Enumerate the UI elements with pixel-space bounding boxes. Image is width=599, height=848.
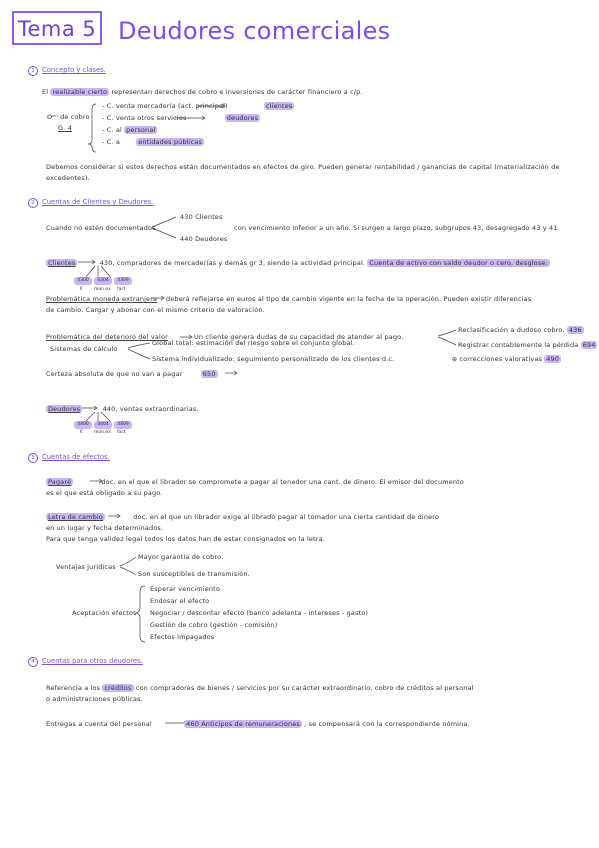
deterioro-label: Problemática del deterioro del valor: [46, 333, 168, 341]
highlight: clientes: [265, 102, 293, 110]
clientes-line: [46, 259, 550, 267]
account-pill: 4309: [114, 277, 132, 285]
text: doc. en el que un librador exige al librado pagar al tomador una cierta cantidad de dinero: [133, 513, 440, 521]
highlight: Deudores: [48, 405, 81, 413]
account-pill: 4404: [94, 421, 112, 429]
text: - C. venta otros servicios: [102, 114, 187, 122]
text: 430, compradores de mercaderías y demás gr 3, siendo la actividad principal.: [99, 259, 366, 267]
highlight: 460 Anticipos de remuneraciones: [186, 720, 300, 728]
moneda-text-2: de cambio. Cargar y abonar con el mismo criterio de valoración.: [46, 306, 265, 314]
aceptacion-item: Endosar el efecto: [150, 597, 210, 605]
letra-line-2: en un lugar y fecha determinados.: [46, 524, 164, 532]
aceptacion-item: Negociar / descontar efecto (banco adelanta - intereses - gasto): [150, 609, 369, 617]
letra-line: [46, 513, 439, 521]
text: - C. venta mercadería (act. principal): [102, 102, 228, 110]
tema-badge: [12, 11, 102, 45]
text: - C. al: [102, 126, 122, 134]
sistema-individual: Sistema individualizado: seguimiento personalizado de los clientes d.c.: [152, 355, 395, 363]
account-pill: 4409: [114, 421, 132, 429]
section-1-heading: [28, 66, 106, 76]
highlight: 694: [582, 341, 596, 349]
highlight: entidades públicas: [138, 138, 202, 146]
highlight: 436: [568, 326, 582, 334]
origin-label: Oᵉⁿ de cobro: [47, 113, 90, 121]
section-2-heading: [28, 198, 153, 208]
highlight: 490: [546, 355, 560, 363]
branch-deudores: 440 Deudores: [180, 235, 228, 243]
text: Referencia a los: [46, 684, 101, 692]
pill-sub: €: [80, 430, 83, 435]
aceptacion-item: Efectos impagados: [150, 633, 215, 641]
section-number: 4: [28, 657, 38, 667]
section-title: Cuentas de Clientes y Deudores.: [42, 198, 154, 206]
s1-paragraph-2: excedentes).: [46, 174, 90, 182]
ventaja-item: Son susceptibles de transmisión.: [138, 570, 250, 578]
aceptacion-label: Aceptación efectos: [72, 609, 137, 617]
text: Entregas a cuenta del personal: [46, 720, 152, 728]
text: doc. en el que el librador se compromete a pagar al tenedor una cant. de dinero. El emisor del documento: [101, 478, 464, 486]
deudores-line: [46, 405, 199, 413]
origin-group: G. 4: [58, 124, 72, 132]
list-item: [102, 126, 157, 134]
aceptacion-item: Esperar vencimiento: [150, 585, 220, 593]
s1-line-1: [42, 88, 363, 96]
pill-sub: fact: [117, 287, 126, 292]
highlight: Cuenta de activo con saldo deudor o cero, desglose:: [369, 259, 548, 267]
pill-sub: fact: [117, 430, 126, 435]
account-pill: 4304: [94, 277, 112, 285]
text: - C. a: [102, 138, 120, 146]
section-title: Cuentas para otros deudores.: [42, 657, 143, 665]
moneda-text: deberá reflejarse en euros al tipo de cambio vigente en la fecha de la operación. Pueden existir diferencias: [166, 295, 532, 303]
section-title: Cuentas de efectos.: [42, 453, 110, 461]
s1-paragraph-1: Debemos considerar si estos derechos están documentados en efectos de giro. Pueden generar rentabilidad / ganancias de capital (materialización de: [46, 163, 560, 171]
list-item: [102, 114, 260, 122]
deterioro-right-1: [458, 326, 584, 334]
s2-intro: Cuando no estén documentados: [46, 224, 156, 232]
list-item: [102, 138, 204, 146]
deterioro-text: Un cliente genera dudas de su capacidad de atender al pago.: [194, 333, 404, 341]
text: correcciones valorativas: [459, 355, 542, 363]
text: Registrar contablemente la pérdida: [458, 341, 579, 349]
highlight: Clientes: [48, 259, 76, 267]
s4-paragraph-1: [46, 684, 474, 692]
deterioro-right-2: [458, 341, 597, 349]
section-title: Concepto y clases.: [42, 66, 106, 74]
account-pill: 4300: [74, 277, 92, 285]
highlight: Letra de cambio: [48, 513, 104, 521]
pill-sub: mon.ex: [94, 287, 111, 292]
highlight: personal: [126, 126, 156, 134]
pill-sub: mon.ex: [94, 430, 111, 435]
text: con compradores de bienes / servicios por su carácter extraordinario, cobro de créditos al personal: [135, 684, 474, 692]
page-title: Deudores comerciales: [118, 17, 391, 45]
highlight: Pagaré: [48, 478, 72, 486]
branch-clientes: 430 Clientes: [180, 213, 223, 221]
highlight: créditos: [104, 684, 132, 692]
aceptacion-item: Gestión de cobro (gestión - comisión): [150, 621, 278, 629]
certeza-line: [46, 370, 218, 378]
section-3-heading: [28, 453, 110, 463]
letra-line-3: Para que tenga validez legal todos los datos han de estar consignados en la letra.: [46, 535, 325, 543]
section-number: 2: [28, 198, 38, 208]
highlight: 650: [202, 370, 216, 378]
list-item: [102, 102, 294, 110]
s2-intro-right: con vencimiento inferior a un año. Si surgen a largo plazo, subgrupos 43, desagregado 43 y 41.: [234, 224, 560, 232]
ventaja-item: Mayor garantía de cobro.: [138, 553, 224, 561]
ventajas-label: Ventajas jurídicas: [56, 563, 116, 571]
highlight: deudores: [226, 114, 259, 122]
account-pill: 4400: [74, 421, 92, 429]
moneda-label: Problemática moneda extranjera: [46, 295, 158, 303]
deterioro-right-3: [452, 355, 561, 363]
pagare-line-2: es el que está obligado a su pago.: [46, 489, 163, 497]
text: Reclasificación a dudoso cobro.: [458, 326, 565, 334]
text: , se compensará con la correspondiente nómina.: [304, 720, 470, 728]
highlight: realizable cierto: [52, 88, 108, 96]
sistemas-label: Sistemas de cálculo: [50, 345, 118, 353]
section-number: 3: [28, 453, 38, 463]
s4-paragraph-3: [46, 720, 470, 728]
text: 440, ventas extraordinarias.: [102, 405, 199, 413]
tema-label: Tema 5: [17, 17, 97, 41]
text: El: [42, 88, 49, 96]
text: representan derechos de cobro e inversiones de carácter financiero a c/p.: [111, 88, 363, 96]
text: Certeza absoluta de que no van a pagar: [46, 370, 183, 378]
section-number: 1: [28, 66, 38, 76]
pill-sub: €: [80, 287, 83, 292]
s4-paragraph-2: o administraciones públicas.: [46, 695, 143, 703]
pagare-line: [46, 478, 464, 486]
sistema-global: Global total: estimación del riesgo sobre el conjunto global.: [152, 339, 355, 347]
section-4-heading: [28, 657, 143, 667]
plus-circle-icon: ⊕: [452, 356, 458, 363]
